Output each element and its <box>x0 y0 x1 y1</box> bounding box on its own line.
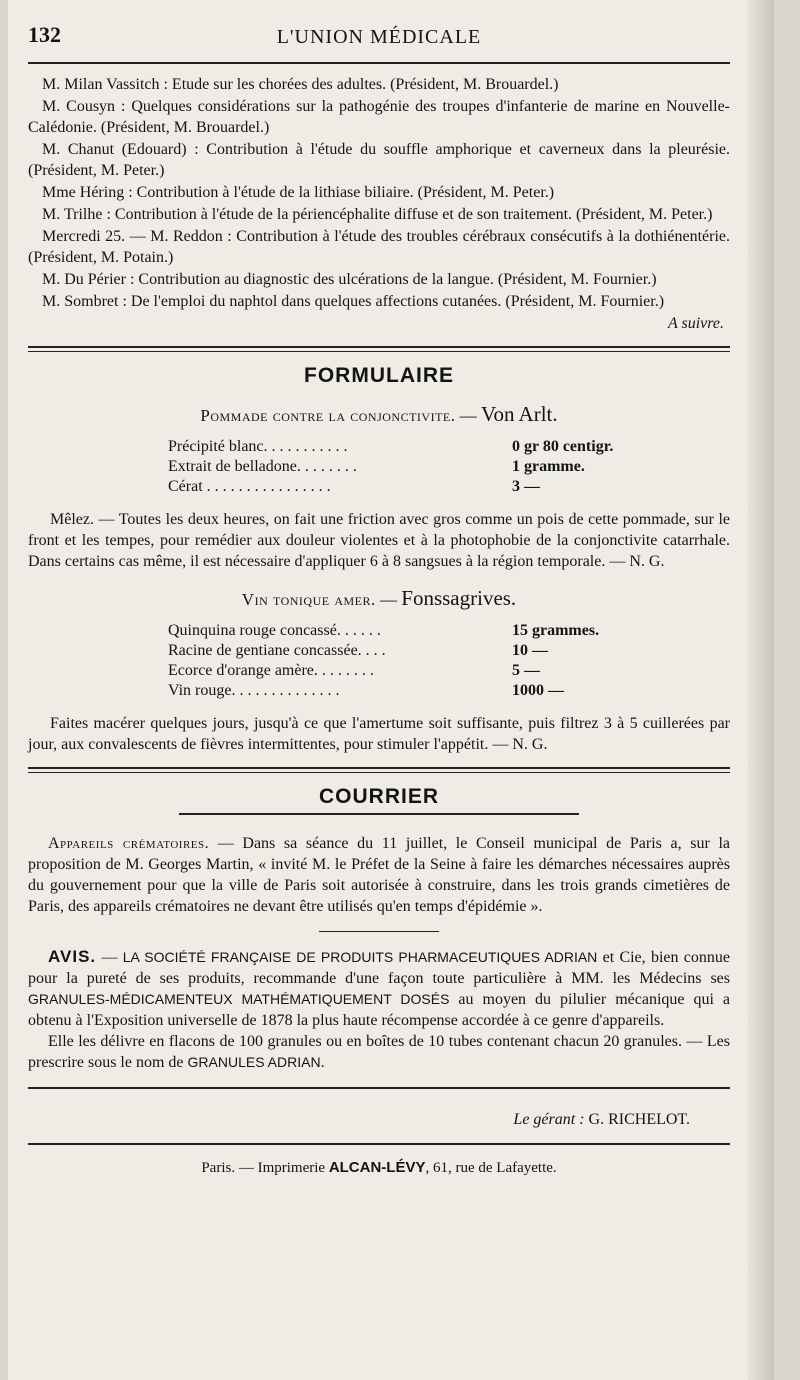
avis-section <box>28 946 730 1073</box>
courrier-item-text: — Dans sa séance du 11 juillet, le Conseil municipal de Paris a, sur la proposition de M. Georges Martin, « invité M. le Préfet de la Seine à faire les démarches nécessaires auprès du gouvernement pour que la ville de Paris soit autorisée à construire, dans les trois grands cimetières de Paris, des appareils crématoires ne devant être utilisés qu'en temps d'épidémie ». <box>28 835 730 915</box>
ingredient-qty: 15 grammes. <box>512 622 600 639</box>
ingredient-row <box>168 457 613 477</box>
ingredient-name: Extrait de belladone. . . . . . . . <box>168 458 357 475</box>
ingredient-name: Précipité blanc. . . . . . . . . . . <box>168 438 348 455</box>
thesis-entry: M. Sombret : De l'emploi du naphtol dans quelques affections cutanées. (Président, M. Fournier.) <box>42 293 665 310</box>
document-page <box>8 0 774 1380</box>
avis-label: AVIS. <box>48 947 97 966</box>
running-title: L'UNION MÉDICALE <box>276 26 482 48</box>
recipe-instructions: Faites macérer quelques jours, jusqu'à ce que l'amertume soit suffisante, puis filtrez 3 à 5 cuillerées par jour, aux convalescents de fièvres intermittentes, pour stimuler l'appétit. — N. G. <box>28 715 730 753</box>
ingredient-row <box>168 661 599 681</box>
courrier-item <box>28 833 730 917</box>
avis-company: LA SOCIÉTÉ FRANÇAISE DE PRODUITS PHARMACEUTIQUES ADRIAN <box>122 949 598 965</box>
courrier-item-label: Appareils crématoires. <box>48 835 210 852</box>
thesis-entry: M. Milan Vassitch : Etude sur les chorées des adultes. (Président, M. Brouardel.) <box>42 76 559 93</box>
ingredient-row <box>168 681 599 701</box>
thesis-entry: M. Trilhe : Contribution à l'étude de la périencéphalite diffuse et de son traitement. (Président, M. Peter.) <box>42 206 713 223</box>
avis-product: GRANULES-MÉDICAMENTEUX MATHÉMATIQUEMENT DOSÉS <box>28 991 450 1007</box>
ingredient-name: Racine de gentiane concassée. . . . <box>168 642 386 659</box>
footer-divider <box>28 1087 730 1089</box>
signature-name: G. RICHELOT. <box>588 1111 690 1128</box>
ingredient-table <box>168 437 613 497</box>
ingredient-qty: 1000 — <box>512 682 564 699</box>
ingredient-row <box>168 437 613 457</box>
ingredient-row <box>168 621 599 641</box>
title-underline <box>179 813 579 815</box>
ingredient-table <box>168 621 599 701</box>
avis-dash: — <box>96 949 123 966</box>
ingredient-qty: 10 — <box>512 642 548 659</box>
ingredient-name: Vin rouge. . . . . . . . . . . . . . <box>168 682 340 699</box>
page-number: 132 <box>28 22 61 47</box>
recipe-title <box>28 402 730 427</box>
imprint-printer: ALCAN-LÉVY <box>328 1159 426 1176</box>
thesis-entry: M. Du Périer : Contribution au diagnostic des ulcérations de la langue. (Président, M. Fournier.) <box>42 271 657 288</box>
recipe-title <box>28 586 730 611</box>
thesis-entry: Mercredi 25. — M. Reddon : Contribution à l'étude des troubles cérébraux consécutifs à la dothiénentérie. (Président, M. Potain.) <box>28 228 730 266</box>
ingredient-row <box>168 477 613 497</box>
recipe-dash: — <box>375 590 402 609</box>
ingredient-name: Ecorce d'orange amère. . . . . . . . <box>168 662 374 679</box>
imprint <box>28 1159 730 1177</box>
ingredient-qty: 3 — <box>512 478 540 495</box>
thesis-entry: M. Chanut (Edouard) : Contribution à l'étude du souffle amphorique et caverneux dans la pleurésie. (Président, M. Peter.) <box>28 141 730 179</box>
recipe-author: Fonssagrives. <box>401 586 517 610</box>
formulaire-title: FORMULAIRE <box>304 364 454 387</box>
recipe-name: Vin tonique amer. <box>241 590 376 609</box>
theses-list <box>28 74 730 334</box>
avis-text: . <box>320 1054 325 1071</box>
courrier-section <box>28 785 730 917</box>
avis-paragraph <box>28 946 730 1031</box>
recipe-dash: — <box>455 406 481 425</box>
to-be-continued: A suivre. <box>668 315 724 332</box>
signature <box>28 1111 690 1129</box>
signature-role: Le gérant : <box>513 1111 585 1128</box>
section-divider <box>28 767 730 773</box>
recipe-author: Von Arlt. <box>480 402 558 426</box>
courrier-title: COURRIER <box>318 785 439 808</box>
ingredient-name: Cérat . . . . . . . . . . . . . . . . <box>168 478 331 495</box>
ingredient-row <box>168 641 599 661</box>
avis-text: Elle les délivre en flacons de 100 granules ou en boîtes de 10 tubes contenant chacun 20 granules. — Les prescrire sous le nom de <box>28 1033 730 1071</box>
recipe-instructions: Mêlez. — Toutes les deux heures, on fait une friction avec gros comme un pois de cette pommade, sur le front et les tempes, pour remédier aux douleur violentes et à la photophobie de la conjonctivite catarrhale. Dans certains cas même, il est nécessaire d'appliquer 6 à 8 sangsues à la région temporale. — N. G. <box>28 511 730 570</box>
ingredient-qty: 1 gramme. <box>512 458 585 475</box>
avis-text: et Cie, bien connue pour la pureté de ses produits, recommande d'une façon toute particulière à MM. les Médecins ses <box>28 949 731 987</box>
thesis-entry: M. Cousyn : Quelques considérations sur la pathogénie des troupes d'infanterie de marine en Nouvelle-Calédonie. (Président, M. Brouardel.) <box>28 98 730 136</box>
avis-product: GRANULES ADRIAN <box>187 1054 321 1070</box>
recipe-name: Pommade contre la conjonctivite. <box>200 406 456 425</box>
ingredient-qty: 5 — <box>512 662 540 679</box>
imprint-city: Paris. — Imprimerie <box>201 1160 329 1176</box>
ingredient-qty: 0 gr 80 centigr. <box>512 438 614 455</box>
imprint-address: , 61, rue de Lafayette. <box>425 1160 557 1176</box>
avis-text: au moyen du pilulier mécanique qui a obtenu à l'Exposition universelle de 1878 la plus haute récompense accordée à ce genre d'appareils. <box>28 991 731 1029</box>
footer-divider <box>28 1143 730 1145</box>
short-divider <box>319 931 439 932</box>
formulaire-section <box>28 364 730 755</box>
ingredient-name: Quinquina rouge concassé. . . . . . <box>168 622 381 639</box>
section-divider <box>28 346 730 352</box>
page-binding-edge <box>748 0 774 1380</box>
page-header <box>28 22 730 64</box>
avis-paragraph <box>28 1031 730 1073</box>
thesis-entry: Mme Héring : Contribution à l'étude de la lithiase biliaire. (Président, M. Peter.) <box>42 184 555 201</box>
